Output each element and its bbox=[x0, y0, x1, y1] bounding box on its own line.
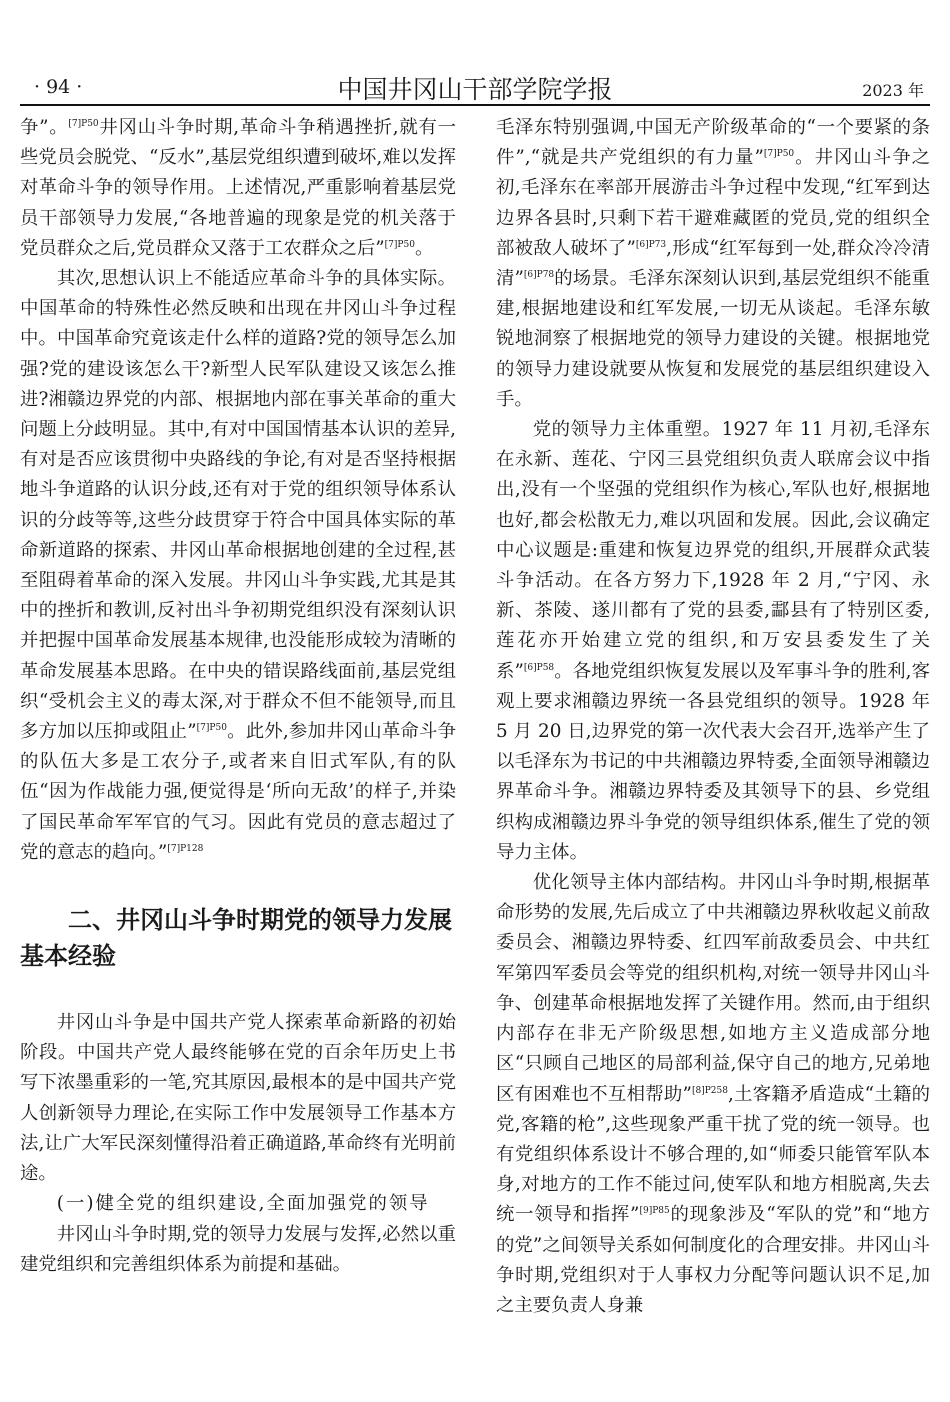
paragraph: 井冈山斗争时期,党的领导力发展与发挥,必然以重建党组织和完善组织体系为前提和基础。 bbox=[20, 1223, 456, 1275]
left-column bbox=[20, 113, 456, 1280]
text-run: 毛泽东特别强调,中国无产阶级革命的“一个要紧的条件”,“就是共产党组织的有力量” bbox=[496, 117, 930, 169]
paragraph bbox=[20, 264, 456, 868]
citation: [7]P50 bbox=[68, 119, 99, 129]
paragraph-continued bbox=[20, 113, 456, 264]
text-run: 井冈山斗争时期,革命斗争稍遇挫折,就有一些党员会脱党、“反水”,基层党组织遭到破坏,难以发挥对革命斗争的领导作用。上述情况,严重影响着基层党员干部领导力发展,“各地普遍的现象是党的机关落于党员群众之后,党员群众又落于工农群众之后” bbox=[20, 117, 456, 259]
paragraph-continued bbox=[496, 113, 930, 415]
header-rule bbox=[20, 104, 930, 106]
text-run: 。各地党组织恢复发展以及军事斗争的胜利,客观上要求湘赣边界统一各县党组织的领导。1928 年 5 月 20 日,边界党的第一次代表大会召开,选举产生了以毛泽东为书记的中共湘赣边界特委,全面领导湘赣边界革命斗争。湘赣边界特委及其领导下的县、乡党组织构成湘赣边界斗争党的领导组织体系,催生了党的领导力主体。 bbox=[496, 660, 930, 863]
citation: [9]P85 bbox=[639, 1206, 670, 1217]
page-number: · 94 · bbox=[34, 76, 83, 98]
text-run: 。此外,参加井冈山革命斗争的队伍大多是工农分子,或者来自旧式军队,有的队伍“因为作战能力强,便觉得是‘所向无敌’的样子,并染了国民革命军军官的气习。因此有党员的意志超过了党的意志的趋向。” bbox=[20, 721, 456, 863]
text-run: 。 bbox=[414, 237, 434, 259]
issue-year: 2023 年 bbox=[862, 81, 924, 100]
paragraph bbox=[496, 868, 930, 1321]
text-run: 争”。 bbox=[20, 117, 69, 138]
section-heading: 二、井冈山斗争时期党的领导力发展基本经验 bbox=[20, 906, 452, 971]
citation: [7]P50 bbox=[763, 149, 795, 160]
running-header bbox=[20, 66, 930, 104]
text-run: 。井冈山斗争之初,毛泽东在率部开展游击斗争过程中发现,“红军到达边界各县时,只剩下若干避难藏匿的党员,党的组织全部被敌人破坏了” bbox=[496, 147, 930, 259]
text-run: 的场景。毛泽东深刻认识到,基层党组织不能重建,根据地建设和红军发展,一切无从谈起。毛泽东敏锐地洞察了根据地党的领导力建设的关键。根据地党的领导力建设就要从恢复和发展党的基层组织建设入手。 bbox=[496, 268, 930, 410]
citation: [7]P50 bbox=[196, 723, 227, 734]
journal-title: 中国井冈山干部学院学报 bbox=[337, 75, 613, 104]
text-run: ,形成“红军每到一处,群众冷冷清清” bbox=[496, 237, 930, 290]
text-run: 党的领导力主体重塑。1927 年 11 月初,毛泽东在永新、莲花、宁冈三县党组织负责人联席会议中指出,没有一个坚强的党组织作为核心,军队也好,根据地也好,都会松散无力,难以巩固和发展。因此,会议确定中心议题是:重建和恢复边界党的组织,开展群众武装斗争活动。在各方努力下,1928 年 2 月,“宁冈、永新、茶陵、遂川都有了党的县委,酃县有了特别区委,莲花亦开始建立党的组织,和万安县委发生了关系” bbox=[496, 419, 930, 682]
citation: [6]P78 bbox=[523, 270, 555, 281]
citation: [6]P73 bbox=[635, 239, 667, 250]
paragraph bbox=[496, 415, 930, 868]
paragraph: 井冈山斗争是中国共产党人探索革命新路的初始阶段。中国共产党人最终能够在党的百余年历史上书写下浓墨重彩的一笔,究其原因,最根本的是中国共产党人创新领导力理论,在实际工作中发展领导工作基本方法,让广大军民深刻懂得沿着正确道路,革命终有光明前途。 bbox=[20, 1012, 456, 1185]
text-run: 其次,思想认识上不能适应革命斗争的具体实际。中国革命的特殊性必然反映和出现在井冈山斗争过程中。中国革命究竟该走什么样的道路?党的领导怎么加强?党的建设该怎么干?新型人民军队建设又该怎么推进?湘赣边界党的内部、根据地内部在事关革命的重大问题上分歧明显。其中,有对中国国情基本认识的差异,有对是否应该贯彻中央路线的争论,有对是否坚持根据地斗争道路的认识分歧,还有对于党的组织领导体系认识的分歧等等,这些分歧贯穿于符合中国具体实际的革命新道路的探索、井冈山革命根据地创建的全过程,甚至阻碍着革命的深入发展。井冈山斗争实践,尤其是其中的挫折和教训,反衬出斗争初期党组织没有深刻认识并把握中国革命发展基本规律,也没能形成较为清晰的革命发展基本思路。在中央的错误路线面前,基层党组织“受机会主义的毒太深,对于群众不但不能领导,而且多方加以压抑或阻止” bbox=[20, 268, 456, 743]
citation: [6]P58 bbox=[523, 662, 555, 673]
subsection-heading: (一)健全党的组织建设,全面加强党的领导 bbox=[56, 1193, 430, 1215]
text-run: 的现象涉及“军队的党”和“地方的党”之间领导关系如何制度化的合理安排。井冈山斗争时期,党组织对于人事权力分配等问题认识不足,加之主要负责人身兼 bbox=[496, 1204, 930, 1316]
right-column bbox=[496, 113, 930, 1321]
text-run: 优化领导主体内部结构。井冈山斗争时期,根据革命形势的发展,先后成立了中共湘赣边界秋收起义前敌委员会、湘赣边界特委、红四军前敌委员会、中共红军第四军委员会等党的组织机构,对统一领导井冈山斗争、创建革命根据地发挥了关键作用。然而,由于组织内部存在非无产阶级思想,如地方主义造成部分地区“只顾自己地区的局部利益,保守自己的地方,兄弟地区有困难也不互相帮助” bbox=[496, 872, 930, 1105]
citation: [8]P258 bbox=[691, 1085, 728, 1096]
text-run: ,土客籍矛盾造成“土籍的党,客籍的枪”,这些现象严重干扰了党的统一领导。也有党组织体系设计不够合理的,如“师委只能管军队本身,对地方的工作不能过问,使军队和地方相脱离,失去统一领导和指挥” bbox=[496, 1083, 930, 1226]
citation: [7]P50 bbox=[384, 239, 415, 250]
citation: [7]P128 bbox=[167, 843, 204, 854]
